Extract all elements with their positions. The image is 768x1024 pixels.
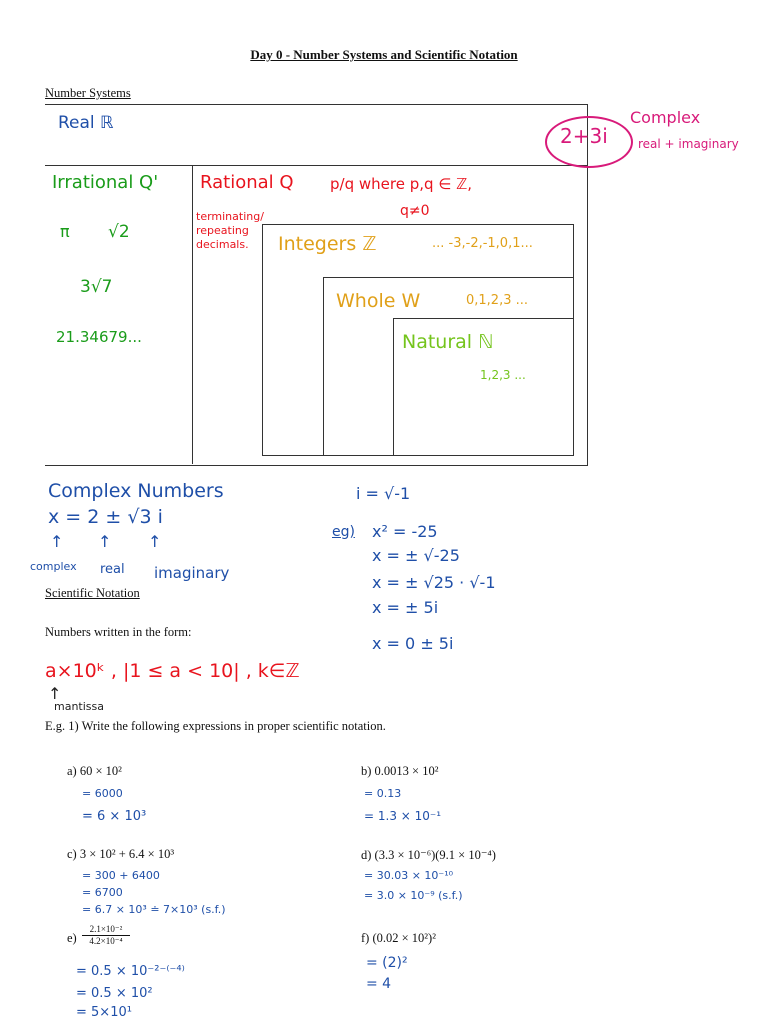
rational-definition-q: q≠0 bbox=[400, 203, 430, 219]
irrational-example-pi: π bbox=[60, 222, 70, 241]
irrational-example-root2: √2 bbox=[108, 222, 130, 242]
rational-definition: p/q where p,q ∈ ℤ, bbox=[330, 175, 473, 193]
rational-label: Rational Q bbox=[200, 172, 294, 193]
problem-c: c) 3 × 10² + 6.4 × 10³ bbox=[67, 847, 175, 861]
natural-examples: 1,2,3 ... bbox=[480, 368, 526, 382]
problem-c-work-1: = 300 + 6400 bbox=[82, 869, 160, 882]
integers-label: Integers ℤ bbox=[278, 233, 377, 255]
problem-c-work-3: = 6.7 × 10³ ≐ 7×10³ (s.f.) bbox=[82, 903, 226, 916]
complex-side-label: Complex bbox=[630, 108, 701, 127]
problem-c-work-2: = 6700 bbox=[82, 886, 123, 899]
step-2: x = ± √-25 bbox=[372, 546, 460, 565]
arrow-real: ↑ bbox=[98, 532, 112, 551]
problem-a: a) 60 × 10² bbox=[67, 764, 122, 778]
rational-note: terminating/ repeating decimals. bbox=[196, 210, 264, 251]
step-4: x = ± 5i bbox=[372, 598, 439, 617]
real-label: Real ℝ bbox=[58, 113, 114, 133]
sci-intro: Numbers written in the form: bbox=[45, 625, 192, 639]
whole-examples: 0,1,2,3 ... bbox=[466, 293, 529, 308]
problem-e-work-2: = 0.5 × 10² bbox=[76, 986, 153, 1001]
problem-d: d) (3.3 × 10⁻⁶)(9.1 × 10⁻⁴) bbox=[361, 848, 496, 862]
problem-a-work-1: = 6000 bbox=[82, 787, 123, 800]
arrow-mantissa: ↑ bbox=[48, 684, 62, 703]
whole-label: Whole W bbox=[336, 290, 421, 312]
real-divider bbox=[45, 165, 588, 166]
problem-f-work-1: = (2)² bbox=[366, 955, 408, 971]
eg-label: eg) bbox=[332, 524, 355, 540]
problem-d-work-1: = 30.03 × 10⁻¹⁰ bbox=[364, 869, 454, 882]
problem-e-fraction bbox=[82, 924, 130, 947]
complex-side-sub: real + imaginary bbox=[638, 137, 739, 151]
eg-heading: E.g. 1) Write the following expressions in proper scientific notation. bbox=[45, 719, 386, 733]
natural-label: Natural ℕ bbox=[402, 331, 494, 353]
integers-examples: ... -3,-2,-1,0,1... bbox=[432, 236, 533, 251]
section-heading-number-systems: Number Systems bbox=[45, 86, 131, 100]
problem-f: f) (0.02 × 10²)² bbox=[361, 931, 436, 945]
step-5: x = 0 ± 5i bbox=[372, 634, 454, 653]
problem-e-label: e) bbox=[67, 931, 77, 945]
step-1: x² = -25 bbox=[372, 522, 438, 541]
problem-b-work-2: = 1.3 × 10⁻¹ bbox=[364, 809, 442, 823]
irrational-example-decimal: 21.34679... bbox=[56, 328, 142, 346]
arrow-complex: ↑ bbox=[50, 532, 64, 551]
irrational-example-root7: 3√7 bbox=[80, 277, 113, 297]
problem-f-work-2: = 4 bbox=[366, 976, 392, 992]
complex-example: 2+3i bbox=[560, 124, 608, 148]
problem-e-work-1: = 0.5 × 10⁻²⁻⁽⁻⁴⁾ bbox=[76, 964, 185, 979]
i-definition: i = √-1 bbox=[356, 484, 411, 503]
page-title: Day 0 - Number Systems and Scientific Notation bbox=[250, 47, 518, 62]
sci-form: a×10ᵏ , |1 ≤ a < 10| , k∈ℤ bbox=[45, 660, 300, 682]
label-real: real bbox=[100, 562, 125, 577]
irrational-divider bbox=[192, 165, 193, 464]
arrow-imaginary: ↑ bbox=[148, 532, 162, 551]
label-imaginary: imaginary bbox=[154, 564, 230, 582]
mantissa-label: mantissa bbox=[54, 700, 104, 713]
complex-formula: x = 2 ± √3 i bbox=[48, 506, 163, 528]
label-complex: complex bbox=[30, 560, 77, 573]
problem-d-work-2: = 3.0 × 10⁻⁹ (s.f.) bbox=[364, 889, 463, 902]
complex-numbers-heading: Complex Numbers bbox=[48, 480, 224, 502]
problem-b-work-1: = 0.13 bbox=[364, 787, 402, 800]
problem-e-numerator: 2.1×10⁻² bbox=[82, 924, 130, 936]
irrational-label: Irrational Q' bbox=[52, 172, 159, 193]
step-3: x = ± √25 · √-1 bbox=[372, 573, 496, 592]
problem-a-work-2: = 6 × 10³ bbox=[82, 809, 147, 824]
problem-e-denominator: 4.2×10⁻⁴ bbox=[89, 936, 123, 946]
problem-b: b) 0.0013 × 10² bbox=[361, 764, 439, 778]
section-heading-scientific-notation: Scientific Notation bbox=[45, 586, 140, 600]
problem-e-work-3: = 5×10¹ bbox=[76, 1005, 132, 1020]
